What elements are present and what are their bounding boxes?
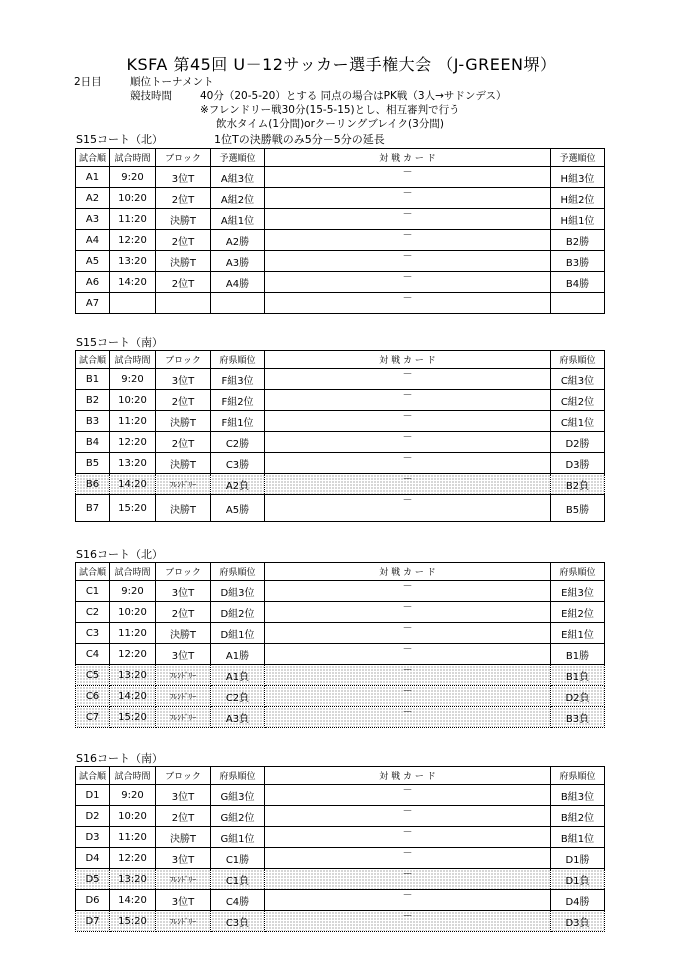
schedule-table (75, 350, 605, 522)
team-right: D3勝 (551, 453, 605, 474)
team-right: D1負 (551, 869, 605, 890)
match-card: － (265, 230, 551, 251)
table-row (76, 581, 605, 602)
block-cell: 決勝T (156, 827, 211, 848)
match-card: － (265, 209, 551, 230)
column-header: 対 戦 カ ー ド (265, 767, 551, 785)
team-left: C3負 (211, 911, 265, 932)
block-cell: 2位T (156, 390, 211, 411)
team-right: B2勝 (551, 230, 605, 251)
match-number: C3 (76, 623, 110, 644)
block-cell: ﾌﾚﾝﾄﾞﾘｰ (156, 869, 211, 890)
table-row (76, 495, 605, 522)
match-card: － (265, 890, 551, 911)
team-left: A4勝 (211, 272, 265, 293)
table-row (76, 369, 605, 390)
match-number: B1 (76, 369, 110, 390)
table-row (76, 411, 605, 432)
block-cell: ﾌﾚﾝﾄﾞﾘｰ (156, 707, 211, 728)
match-number: A7 (76, 293, 110, 314)
column-header: 府県順位 (211, 351, 265, 369)
match-card: － (265, 474, 551, 495)
schedule-table (75, 766, 605, 932)
table-row (76, 623, 605, 644)
table-header-row (76, 563, 605, 581)
team-right: C組1位 (551, 411, 605, 432)
table-row (76, 707, 605, 728)
match-card: － (265, 432, 551, 453)
match-number: C7 (76, 707, 110, 728)
table-row (76, 474, 605, 495)
team-left: C4勝 (211, 890, 265, 911)
team-left: F組2位 (211, 390, 265, 411)
team-right: D2勝 (551, 432, 605, 453)
table-row (76, 293, 605, 314)
block-cell: 2位T (156, 602, 211, 623)
match-card: － (265, 911, 551, 932)
team-left: A組1位 (211, 209, 265, 230)
match-time: 14:20 (110, 272, 156, 293)
match-number: B6 (76, 474, 110, 495)
break-rule: 飲水タイム(1分間)orクーリングブレイク(3分間) (216, 118, 444, 130)
match-card: － (265, 665, 551, 686)
block-cell: 決勝T (156, 251, 211, 272)
match-card: － (265, 251, 551, 272)
table-row (76, 209, 605, 230)
column-header: 試合時間 (110, 351, 156, 369)
team-right: B5勝 (551, 495, 605, 522)
block-cell: 3位T (156, 369, 211, 390)
block-cell: ﾌﾚﾝﾄﾞﾘｰ (156, 665, 211, 686)
column-header: 試合順 (76, 563, 110, 581)
column-header: 予選順位 (551, 149, 605, 167)
table-row (76, 785, 605, 806)
match-card: － (265, 188, 551, 209)
block-cell: 決勝T (156, 209, 211, 230)
match-number: B4 (76, 432, 110, 453)
column-header: 試合順 (76, 351, 110, 369)
table-row (76, 432, 605, 453)
column-header: 府県順位 (211, 563, 265, 581)
table-row (76, 869, 605, 890)
team-left: A5勝 (211, 495, 265, 522)
match-time: 9:20 (110, 369, 156, 390)
match-time: 12:20 (110, 230, 156, 251)
match-card: － (265, 869, 551, 890)
team-left: A2負 (211, 474, 265, 495)
table-row (76, 188, 605, 209)
team-right: E組2位 (551, 602, 605, 623)
team-right: H組3位 (551, 167, 605, 188)
team-left: F組1位 (211, 411, 265, 432)
team-left (211, 293, 265, 314)
column-header: ブロック (156, 149, 211, 167)
column-header: 対 戦 カ ー ド (265, 563, 551, 581)
table-row (76, 848, 605, 869)
team-left: G組1位 (211, 827, 265, 848)
team-left: G組2位 (211, 806, 265, 827)
column-header: ブロック (156, 767, 211, 785)
column-header: 対 戦 カ ー ド (265, 149, 551, 167)
match-time: 9:20 (110, 581, 156, 602)
table-row (76, 890, 605, 911)
team-left: A組2位 (211, 188, 265, 209)
match-card: － (265, 411, 551, 432)
match-time: 14:20 (110, 686, 156, 707)
team-left: C2勝 (211, 432, 265, 453)
match-card: － (265, 495, 551, 522)
match-time: 13:20 (110, 453, 156, 474)
block-cell: 3位T (156, 167, 211, 188)
team-left: D組2位 (211, 602, 265, 623)
table-row (76, 806, 605, 827)
block-cell: 2位T (156, 272, 211, 293)
column-header: 試合時間 (110, 149, 156, 167)
team-right: B3勝 (551, 251, 605, 272)
column-header: 試合時間 (110, 563, 156, 581)
court-label: S15コート（南） (76, 336, 163, 349)
team-right: B1勝 (551, 644, 605, 665)
team-left: A1負 (211, 665, 265, 686)
column-header: 府県順位 (551, 767, 605, 785)
match-time: 11:20 (110, 827, 156, 848)
match-number: D1 (76, 785, 110, 806)
match-time: 13:20 (110, 665, 156, 686)
match-time: 11:20 (110, 623, 156, 644)
match-number: D2 (76, 806, 110, 827)
team-right: D1勝 (551, 848, 605, 869)
match-number: A1 (76, 167, 110, 188)
stage-label: 順位トーナメント (130, 76, 214, 88)
team-right: C組3位 (551, 369, 605, 390)
team-right: B1負 (551, 665, 605, 686)
match-card: － (265, 644, 551, 665)
column-header: 試合順 (76, 767, 110, 785)
block-cell: ﾌﾚﾝﾄﾞﾘｰ (156, 911, 211, 932)
match-number: A6 (76, 272, 110, 293)
match-number: D4 (76, 848, 110, 869)
team-right: E組3位 (551, 581, 605, 602)
friendly-rule: ※フレンドリー戦30分(15-5-15)とし、相互審判で行う (200, 104, 460, 116)
match-number: B3 (76, 411, 110, 432)
column-header: 試合時間 (110, 767, 156, 785)
match-time (110, 293, 156, 314)
match-card: － (265, 806, 551, 827)
team-right: B2負 (551, 474, 605, 495)
match-time: 10:20 (110, 188, 156, 209)
table-header-row (76, 149, 605, 167)
table-row (76, 644, 605, 665)
match-number: B2 (76, 390, 110, 411)
match-card: － (265, 272, 551, 293)
team-left: C1勝 (211, 848, 265, 869)
team-right: H組1位 (551, 209, 605, 230)
column-header: 府県順位 (551, 351, 605, 369)
column-header: 府県順位 (551, 563, 605, 581)
time-rule: 40分（20-5-20）とする 同点の場合はPK戦（3人→サドンデス） (200, 90, 507, 102)
day-label: 2日目 (74, 76, 102, 88)
match-card: － (265, 707, 551, 728)
match-number: A3 (76, 209, 110, 230)
match-number: A4 (76, 230, 110, 251)
block-cell: 2位T (156, 188, 211, 209)
match-number: C4 (76, 644, 110, 665)
team-left: A3勝 (211, 251, 265, 272)
team-left: D組3位 (211, 581, 265, 602)
match-number: C1 (76, 581, 110, 602)
match-card: － (265, 785, 551, 806)
match-card: － (265, 390, 551, 411)
match-time: 14:20 (110, 890, 156, 911)
table-row (76, 665, 605, 686)
team-right: B組2位 (551, 806, 605, 827)
table-row (76, 390, 605, 411)
match-number: C2 (76, 602, 110, 623)
team-right: H組2位 (551, 188, 605, 209)
match-time: 9:20 (110, 785, 156, 806)
match-card: － (265, 293, 551, 314)
match-time: 9:20 (110, 167, 156, 188)
column-header: 府県順位 (211, 767, 265, 785)
team-left: A2勝 (211, 230, 265, 251)
match-time: 15:20 (110, 495, 156, 522)
match-number: B7 (76, 495, 110, 522)
table-row (76, 230, 605, 251)
court-label: S16コート（南） (76, 752, 163, 765)
match-time: 11:20 (110, 411, 156, 432)
team-right: B組1位 (551, 827, 605, 848)
match-number: B5 (76, 453, 110, 474)
column-header: ブロック (156, 351, 211, 369)
team-right: D4勝 (551, 890, 605, 911)
team-right: B4勝 (551, 272, 605, 293)
match-time: 10:20 (110, 390, 156, 411)
column-header: ブロック (156, 563, 211, 581)
block-cell: 3位T (156, 890, 211, 911)
schedule-table (75, 562, 605, 728)
block-cell: 決勝T (156, 495, 211, 522)
team-left: D組1位 (211, 623, 265, 644)
match-time: 13:20 (110, 869, 156, 890)
table-row (76, 251, 605, 272)
table-header-row (76, 767, 605, 785)
block-cell: 3位T (156, 848, 211, 869)
table-header-row (76, 351, 605, 369)
block-cell: 2位T (156, 432, 211, 453)
team-right: B3負 (551, 707, 605, 728)
block-cell: 2位T (156, 230, 211, 251)
block-cell: ﾌﾚﾝﾄﾞﾘｰ (156, 686, 211, 707)
team-left: C3勝 (211, 453, 265, 474)
table-row (76, 686, 605, 707)
block-cell: 決勝T (156, 623, 211, 644)
team-left: A3負 (211, 707, 265, 728)
match-number: D5 (76, 869, 110, 890)
match-number: A5 (76, 251, 110, 272)
team-left: G組3位 (211, 785, 265, 806)
block-cell: 2位T (156, 806, 211, 827)
column-header: 予選順位 (211, 149, 265, 167)
match-card: － (265, 602, 551, 623)
match-time: 15:20 (110, 911, 156, 932)
match-time: 12:20 (110, 644, 156, 665)
match-card: － (265, 623, 551, 644)
block-cell: 決勝T (156, 453, 211, 474)
match-time: 12:20 (110, 848, 156, 869)
match-number: D7 (76, 911, 110, 932)
table-row (76, 453, 605, 474)
match-card: － (265, 848, 551, 869)
match-time: 12:20 (110, 432, 156, 453)
match-card: － (265, 581, 551, 602)
match-time: 10:20 (110, 806, 156, 827)
block-cell: 決勝T (156, 411, 211, 432)
team-left: A1勝 (211, 644, 265, 665)
column-header: 対 戦 カ ー ド (265, 351, 551, 369)
team-left: F組3位 (211, 369, 265, 390)
page-title: KSFA 第45回 U－12サッカー選手権大会 （J-GREEN堺） (126, 55, 557, 74)
match-card: － (265, 453, 551, 474)
court-label: S15コート（北） (76, 133, 163, 146)
team-left: C1負 (211, 869, 265, 890)
column-header: 試合順 (76, 149, 110, 167)
match-number: C5 (76, 665, 110, 686)
match-number: D3 (76, 827, 110, 848)
match-time: 10:20 (110, 602, 156, 623)
table-row (76, 272, 605, 293)
match-time: 14:20 (110, 474, 156, 495)
block-cell: ﾌﾚﾝﾄﾞﾘｰ (156, 474, 211, 495)
team-right (551, 293, 605, 314)
team-left: A組3位 (211, 167, 265, 188)
match-time: 11:20 (110, 209, 156, 230)
court-label: S16コート（北） (76, 548, 163, 561)
final-extension-note: 1位Tの決勝戦のみ5分－5分の延長 (214, 133, 385, 146)
match-number: D6 (76, 890, 110, 911)
match-time: 13:20 (110, 251, 156, 272)
block-cell (156, 293, 211, 314)
table-row (76, 911, 605, 932)
match-time: 15:20 (110, 707, 156, 728)
match-card: － (265, 686, 551, 707)
table-row (76, 827, 605, 848)
team-left: C2負 (211, 686, 265, 707)
team-right: D2負 (551, 686, 605, 707)
table-row (76, 602, 605, 623)
match-card: － (265, 369, 551, 390)
block-cell: 3位T (156, 785, 211, 806)
time-label: 競技時間 (130, 90, 172, 102)
block-cell: 3位T (156, 581, 211, 602)
schedule-table (75, 148, 605, 314)
block-cell: 3位T (156, 644, 211, 665)
team-right: B組3位 (551, 785, 605, 806)
team-right: D3負 (551, 911, 605, 932)
match-card: － (265, 167, 551, 188)
match-number: A2 (76, 188, 110, 209)
match-card: － (265, 827, 551, 848)
team-right: C組2位 (551, 390, 605, 411)
team-right: E組1位 (551, 623, 605, 644)
match-number: C6 (76, 686, 110, 707)
table-row (76, 167, 605, 188)
